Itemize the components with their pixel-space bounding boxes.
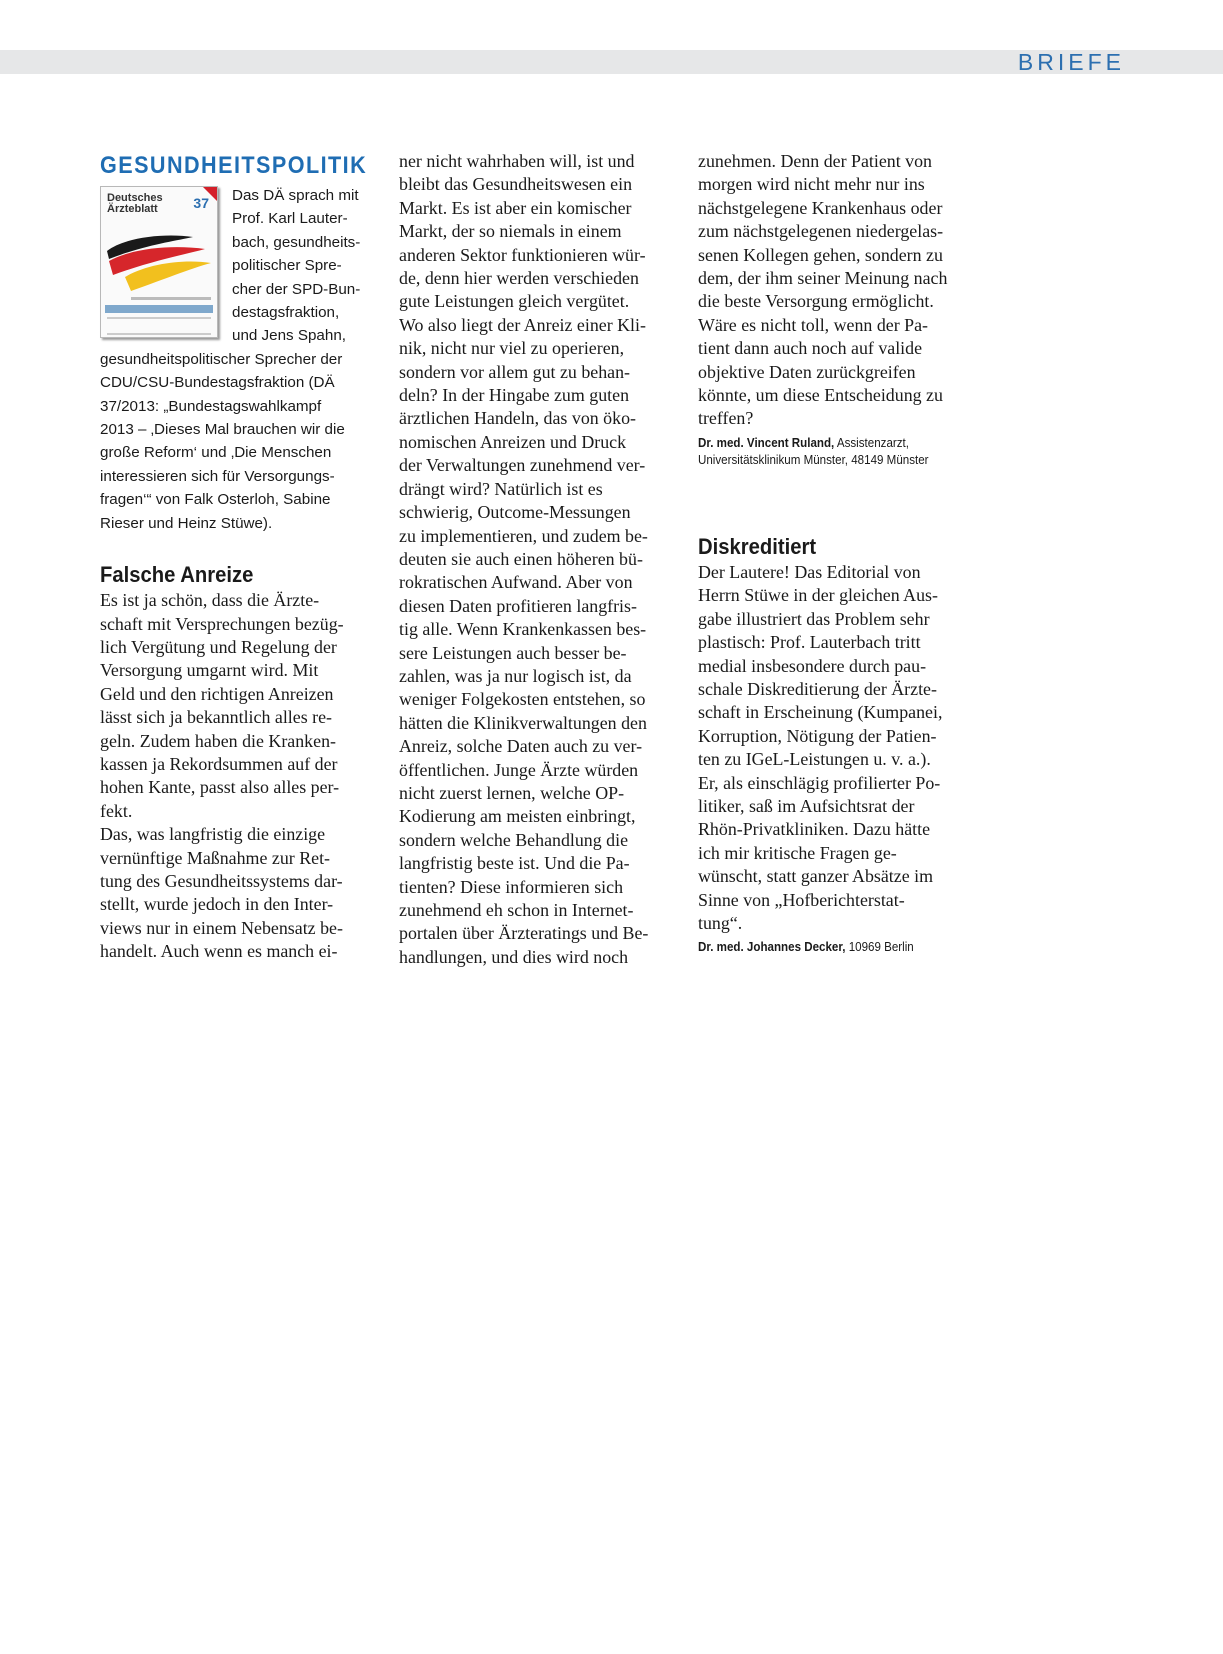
intro-line: Prof. Karl Lauter- xyxy=(232,210,348,228)
intro-line: 37/2013: „Bundestagswahlkampf xyxy=(100,397,322,415)
text-line: Er, als einschlägig profilierter Po- xyxy=(698,772,941,793)
text-line: zahlen, was ja nur logisch ist, da xyxy=(399,665,632,686)
text-line: geln. Zudem haben die Kranken- xyxy=(100,730,336,751)
text-line: bleibt das Gesundheitswesen ein xyxy=(399,174,633,195)
text-line: rokratischen Aufwand. Aber von xyxy=(399,572,633,593)
letter1-body-start xyxy=(100,589,368,964)
text-line: drängt wird? Natürlich ist es xyxy=(399,478,603,499)
letter1-body-end xyxy=(698,150,966,431)
text-line: stellt, wurde jedoch in den Inter- xyxy=(100,894,334,915)
letter2-heading: Diskreditiert xyxy=(698,533,817,559)
text-line: die beste Versorgung ermöglicht. xyxy=(698,291,934,312)
text-line: deuten sie auch einen höheren bü- xyxy=(399,548,643,569)
intro-line: große Reform‘ und ‚Die Menschen xyxy=(100,444,332,462)
text-line: Es ist ja schön, dass die Ärzte- xyxy=(100,590,320,611)
text-line: Versorgung umgarnt wird. Mit xyxy=(100,660,319,681)
text-line: tienten? Diese informieren sich xyxy=(399,876,624,897)
letter1-body-continued xyxy=(399,150,667,969)
text-line: Wo also liegt der Anreiz einer Kli- xyxy=(399,314,646,335)
magazine-cover-image xyxy=(100,186,218,338)
text-line: sere Leistungen auch besser be- xyxy=(399,642,627,663)
text-line: wünscht, statt ganzer Absätze im xyxy=(698,866,933,887)
text-line: nicht zuerst lernen, welche OP- xyxy=(399,782,625,803)
text-line: deln? In der Hingabe zum guten xyxy=(399,385,630,406)
text-line: litiker, saß im Aufsichtsrat der xyxy=(698,795,915,816)
text-line: Anreiz, solche Daten auch zu ver- xyxy=(399,736,643,757)
text-line: medial insbesondere durch pau- xyxy=(698,655,927,676)
text-line: schale Diskreditierung der Ärzte- xyxy=(698,678,937,699)
text-line: Herrn Stüwe in der gleichen Aus- xyxy=(698,585,938,606)
column-1 xyxy=(100,150,368,964)
letter2-author-name: Dr. med. Johannes Decker, xyxy=(698,940,846,955)
intro-line: destagsfraktion, xyxy=(232,304,340,322)
letter2-author-detail: 10969 Berlin xyxy=(848,940,914,955)
letter1-author-affiliation: Universitätsklinikum Münster, 48149 Münster xyxy=(698,452,929,467)
intro-line: interessieren sich für Versorgungs- xyxy=(100,467,335,485)
text-line: ten zu IGeL-Leistungen u. v. a.). xyxy=(698,749,931,770)
text-line: Der Lautere! Das Editorial von xyxy=(698,561,921,582)
intro-line: cher der SPD-Bun- xyxy=(232,280,361,298)
text-line: könnte, um diese Entscheidung zu xyxy=(698,385,943,406)
text-line: ärztlichen Handeln, das von öko- xyxy=(399,408,636,429)
cover-masthead xyxy=(107,193,163,215)
column-3 xyxy=(698,150,966,956)
text-line: hätten die Klinikverwaltungen den xyxy=(399,712,647,733)
cover-masthead-line2: Ärzteblatt xyxy=(107,203,158,215)
letter1-author-detail: Assistenzarzt, xyxy=(836,435,909,450)
text-line: zum nächstgelegenen niedergelas- xyxy=(698,221,944,242)
intro-line: 2013 – ‚Dieses Mal brauchen wir die xyxy=(100,421,345,439)
text-line: tung des Gesundheitssystems dar- xyxy=(100,870,343,891)
intro-line: Rieser und Heinz Stüwe). xyxy=(100,514,273,532)
text-line: öffentlichen. Junge Ärzte würden xyxy=(399,759,639,780)
text-line: Wäre es nicht toll, wenn der Pa- xyxy=(698,314,929,335)
cover-masthead-line1: Deutsches xyxy=(107,192,163,204)
text-line: Das, was langfristig die einzige xyxy=(100,824,326,845)
text-line: Rhön-Privatkliniken. Dazu hätte xyxy=(698,819,931,840)
text-line: de, denn hier werden verschieden xyxy=(399,268,639,289)
text-line: senen Kollegen gehen, sondern zu xyxy=(698,244,943,265)
german-flag-brushstroke-icon xyxy=(105,231,213,293)
text-line: handlungen, und dies wird noch xyxy=(399,946,629,967)
intro-line: bach, gesundheits- xyxy=(232,233,361,251)
text-line: sondern welche Behandlung die xyxy=(399,829,629,850)
text-line: sondern vor allem gut zu behan- xyxy=(399,361,631,382)
text-line: fekt. xyxy=(100,800,133,821)
text-line: lich Vergütung und Regelung der xyxy=(100,636,337,657)
text-line: der Verwaltungen zunehmend ver- xyxy=(399,455,646,476)
text-line: hohen Kante, passt also alles per- xyxy=(100,777,340,798)
intro-line: Das DÄ sprach mit xyxy=(232,187,359,204)
letter2-author xyxy=(698,939,945,956)
text-line: Sinne von „Hofberichterstat- xyxy=(698,889,905,910)
letter1-heading: Falsche Anreize xyxy=(100,562,254,588)
text-line: plastisch: Prof. Lauterbach tritt xyxy=(698,632,921,653)
text-line: ich mir kritische Fragen ge- xyxy=(698,842,897,863)
text-line: kassen ja Rekordsummen auf der xyxy=(100,753,338,774)
column-2 xyxy=(399,150,667,969)
letter1-author-name: Dr. med. Vincent Ruland, xyxy=(698,435,835,450)
text-line: views nur in einem Nebensatz be- xyxy=(100,917,343,938)
text-line: Kodierung am meisten einbringt, xyxy=(399,806,636,827)
letter2-body xyxy=(698,561,966,936)
cover-tagline xyxy=(131,297,211,300)
text-line: anderen Sektor funktionieren wür- xyxy=(399,244,646,265)
text-line: schaft mit Versprechungen bezüg- xyxy=(100,613,344,634)
text-line: objektive Daten zurückgreifen xyxy=(698,361,916,382)
text-line: treffen? xyxy=(698,408,754,429)
section-label: BRIEFE xyxy=(1017,49,1125,75)
text-line: ner nicht wahrhaben will, ist und xyxy=(399,151,635,171)
text-line: Geld und den richtigen Anreizen xyxy=(100,683,334,704)
cover-blue-band xyxy=(105,305,213,313)
text-line: langfristig beste ist. Und die Pa- xyxy=(399,853,630,874)
text-line: lässt sich ja bekanntlich alles re- xyxy=(100,707,333,728)
intro-line: fragen‘“ von Falk Osterloh, Sabine xyxy=(100,491,331,509)
text-line: Markt, der so niemals in einem xyxy=(399,221,622,242)
text-line: tient dann auch noch auf valide xyxy=(698,338,923,359)
text-line: nächstgelegene Krankenhaus oder xyxy=(698,197,943,218)
text-line: tung“. xyxy=(698,912,743,933)
letter1-author xyxy=(698,435,945,469)
text-line: nomischen Anreizen und Druck xyxy=(399,431,627,452)
cover-text-lines xyxy=(107,317,211,335)
section-title: GESUNDHEITSPOLITIK xyxy=(100,152,368,179)
text-line: Korruption, Nötigung der Patien- xyxy=(698,725,937,746)
text-line: gabe illustriert das Problem sehr xyxy=(698,608,930,629)
text-line: handelt. Auch wenn es manch ei- xyxy=(100,941,338,962)
text-line: Markt. Es ist aber ein komischer xyxy=(399,197,632,218)
intro-line: CDU/CSU-Bundestagsfraktion (DÄ xyxy=(100,374,335,392)
text-line: nik, nicht nur viel zu operieren, xyxy=(399,338,625,359)
intro-line: und Jens Spahn, xyxy=(232,327,346,345)
text-line: dem, der ihm seiner Meinung nach xyxy=(698,268,948,289)
text-line: tig alle. Wenn Krankenkassen bes- xyxy=(399,619,647,640)
text-line: schaft in Erscheinung (Kumpanei, xyxy=(698,702,943,723)
text-line: diesen Daten profitieren langfris- xyxy=(399,595,637,616)
intro-line: gesundheitspolitischer Sprecher der xyxy=(100,350,343,368)
intro-line: politischer Spre- xyxy=(232,257,342,275)
text-line: vernünftige Maßnahme zur Ret- xyxy=(100,847,331,868)
text-line: weniger Folgekosten entstehen, so xyxy=(399,689,646,710)
text-line: zunehmen. Denn der Patient von xyxy=(698,151,933,171)
text-line: morgen wird nicht mehr nur ins xyxy=(698,174,925,195)
text-line: portalen über Ärzteratings und Be- xyxy=(399,923,649,944)
text-line: zunehmend eh schon in Internet- xyxy=(399,900,634,920)
text-line: gute Leistungen gleich vergütet. xyxy=(399,291,630,312)
text-line: schwierig, Outcome-Messungen xyxy=(399,502,631,523)
text-line: zu implementieren, und zudem be- xyxy=(399,525,648,546)
cover-issue-number: 37 xyxy=(193,195,209,211)
